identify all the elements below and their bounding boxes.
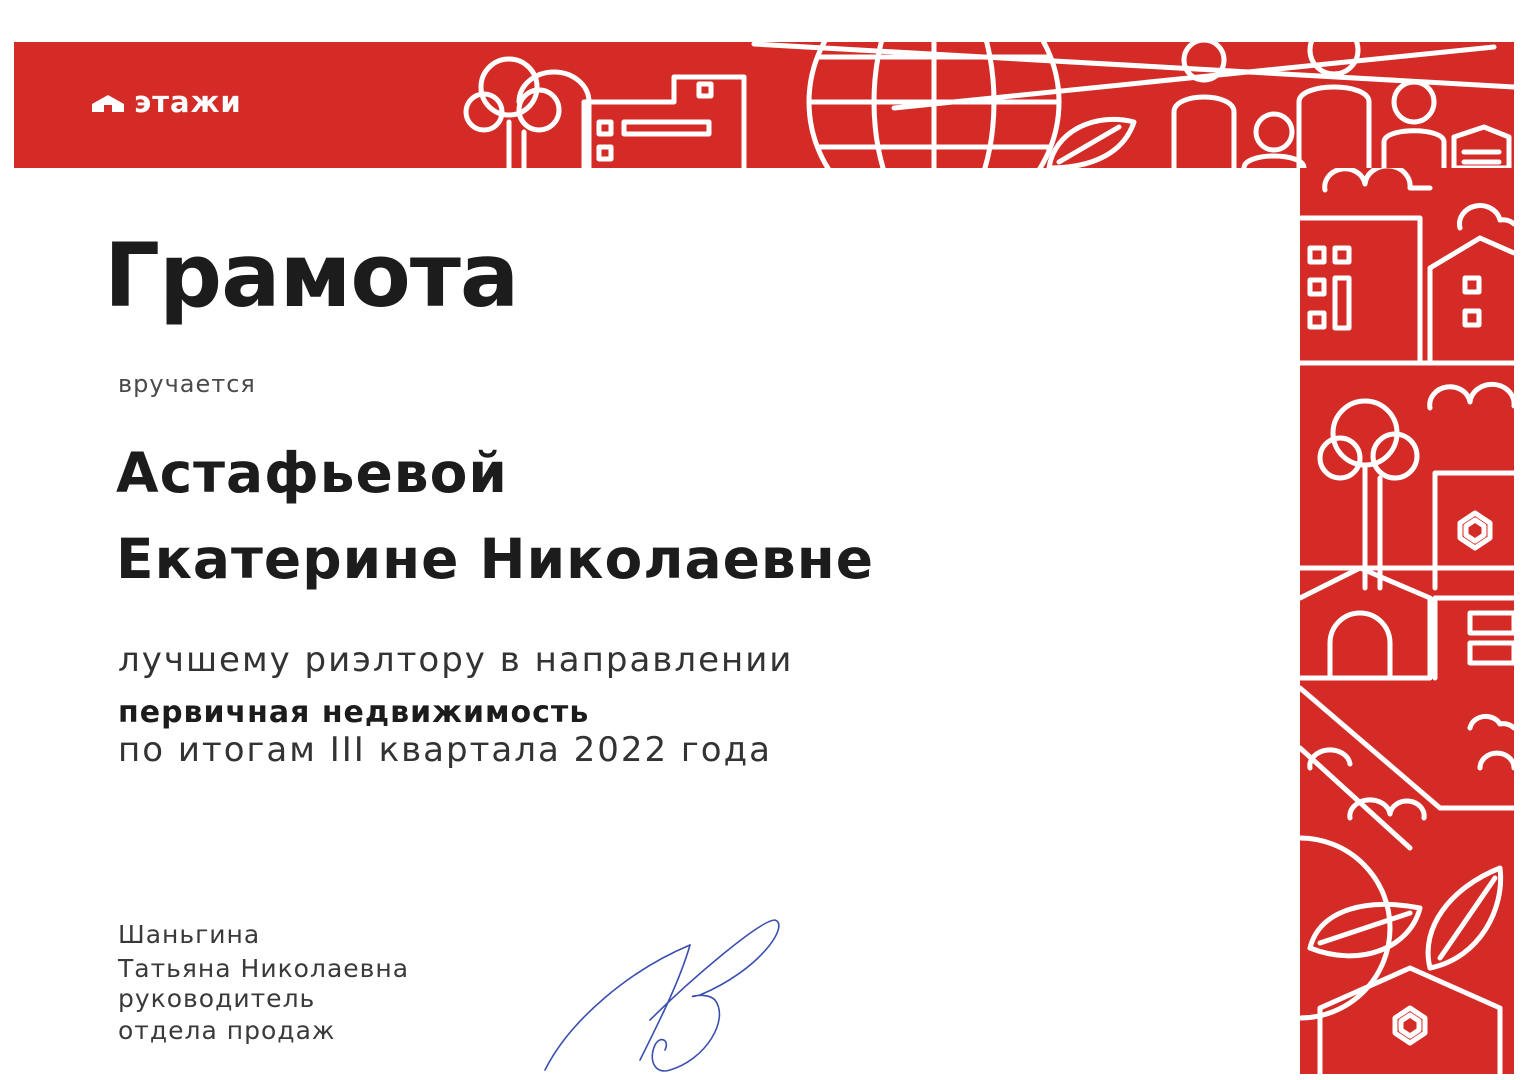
company-logo	[90, 85, 242, 119]
signatory-position-line1: руководитель	[118, 984, 316, 1013]
logo-text: этажи	[134, 85, 242, 119]
recipient-surname: Астафьевой	[116, 441, 508, 505]
house-icon	[90, 93, 126, 113]
award-text: лучшему риэлтору в направлении	[118, 640, 794, 680]
handwritten-signature	[530, 900, 790, 1080]
certificate-title: Грамота	[104, 224, 519, 327]
city-illustration-side	[1300, 168, 1514, 1074]
signatory-position-line2: отдела продаж	[118, 1016, 336, 1045]
signatory-surname: Шаньгина	[118, 920, 261, 949]
award-direction: первичная недвижимость	[118, 695, 590, 730]
presented-to-label: вручается	[118, 370, 256, 398]
decorative-right-band	[1300, 168, 1514, 1074]
signatory-name: Татьяна Николаевна	[118, 954, 410, 983]
recipient-given-names: Екатерине Николаевне	[116, 527, 875, 591]
award-period: по итогам III квартала 2022 года	[118, 730, 772, 770]
decorative-top-band	[14, 42, 1514, 168]
